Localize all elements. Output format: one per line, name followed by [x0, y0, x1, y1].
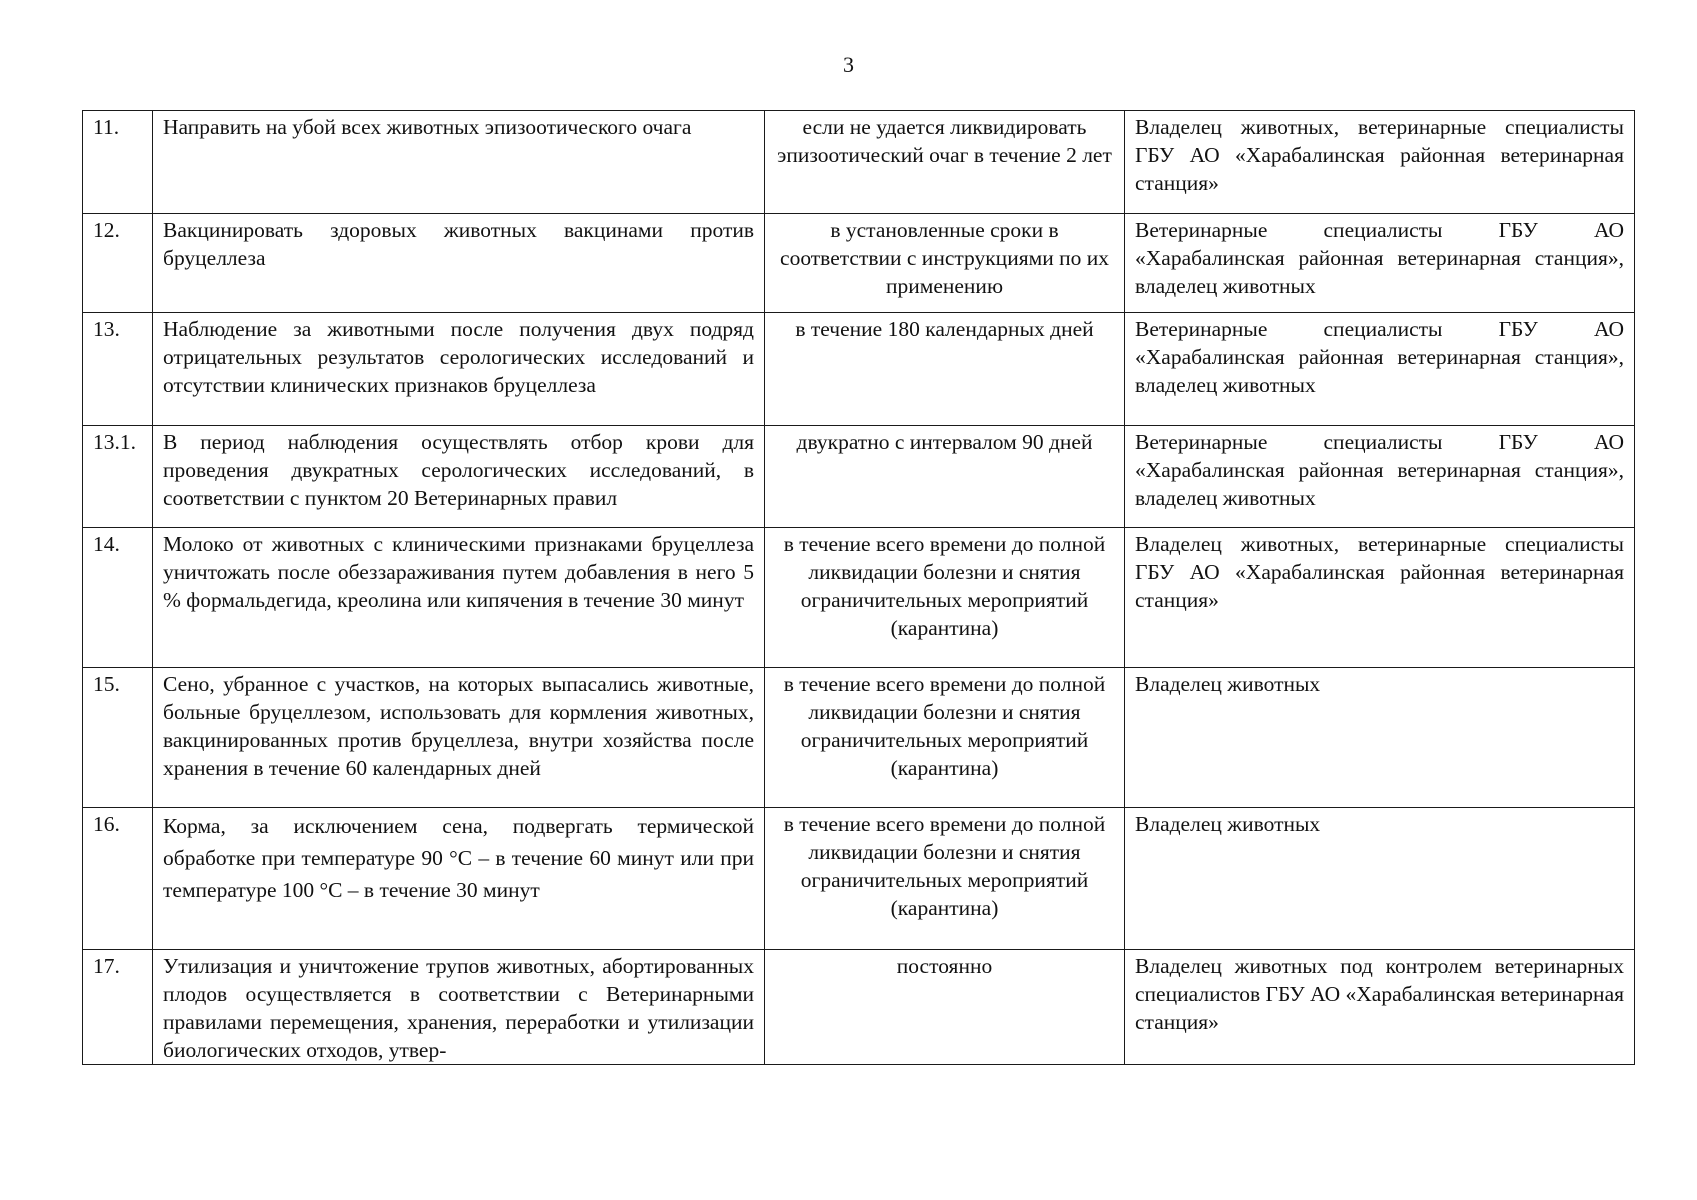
- measure-text: Молоко от животных с клиническими признаками бруцеллеза уничтожать после обеззараживания путем добавления в него 5 % формальдегида, креолина или кипячения в течение 30 минут: [153, 528, 765, 668]
- row-number: 12.: [83, 214, 153, 313]
- measure-text: Утилизация и уничтожение трупов животных, абортированных плодов осуществляется в соответствии с Ветеринарными правилами перемещения, хранения, переработки и утилизации биологических отходов, утвер-: [153, 950, 765, 1065]
- measure-term: если не удается ликвидировать эпизоотический очаг в течение 2 лет: [765, 111, 1125, 214]
- table-row: [83, 313, 1635, 426]
- measure-text: Направить на убой всех животных эпизоотического очага: [153, 111, 765, 214]
- table-row: [83, 950, 1635, 1065]
- measure-text: В период наблюдения осуществлять отбор крови для проведения двукратных серологических исследований, в соответствии с пунктом 20 Ветеринарных правил: [153, 426, 765, 528]
- row-number: 14.: [83, 528, 153, 668]
- row-number: 16.: [83, 808, 153, 950]
- measure-responsible: Владелец животных под контролем ветеринарных специалистов ГБУ АО «Харабалинская ветеринарная станция»: [1125, 950, 1635, 1065]
- measure-responsible: Ветеринарные специалисты ГБУ АО «Харабалинская районная ветеринарная станция», владелец животных: [1125, 313, 1635, 426]
- row-number: 13.1.: [83, 426, 153, 528]
- measure-responsible: Владелец животных: [1125, 808, 1635, 950]
- table-row: [83, 668, 1635, 808]
- measure-text: Сено, убранное с участков, на которых выпасались животные, больные бруцеллезом, использовать для кормления животных, вакцинированных против бруцеллеза, внутри хозяйства после хранения в течение 60 календарных дней: [153, 668, 765, 808]
- measure-text: Вакцинировать здоровых животных вакцинами против бруцеллеза: [153, 214, 765, 313]
- measure-term: в течение всего времени до полной ликвидации болезни и снятия ограничительных мероприятий (карантина): [765, 668, 1125, 808]
- table-row: [83, 528, 1635, 668]
- measures-table: [82, 110, 1635, 1065]
- row-number: 11.: [83, 111, 153, 214]
- row-number: 15.: [83, 668, 153, 808]
- measure-term: в установленные сроки в соответствии с инструкциями по их применению: [765, 214, 1125, 313]
- row-number: 13.: [83, 313, 153, 426]
- measure-responsible: Владелец животных: [1125, 668, 1635, 808]
- measure-text: Корма, за исключением сена, подвергать термической обработке при температуре 90 °С – в течение 60 минут или при температуре 100 °С – в течение 30 минут: [153, 808, 765, 950]
- measure-responsible: Ветеринарные специалисты ГБУ АО «Харабалинская районная ветеринарная станция», владелец животных: [1125, 426, 1635, 528]
- page-number: 3: [843, 52, 854, 77]
- row-number: 17.: [83, 950, 153, 1065]
- measure-responsible: Владелец животных, ветеринарные специалисты ГБУ АО «Харабалинская районная ветеринарная станция»: [1125, 111, 1635, 214]
- measure-term: двукратно с интервалом 90 дней: [765, 426, 1125, 528]
- measure-term: в течение всего времени до полной ликвидации болезни и снятия ограничительных мероприятий (карантина): [765, 808, 1125, 950]
- table-row: [83, 808, 1635, 950]
- measure-term: в течение 180 календарных дней: [765, 313, 1125, 426]
- table-row: [83, 426, 1635, 528]
- measure-responsible: Ветеринарные специалисты ГБУ АО «Харабалинская районная ветеринарная станция», владелец животных: [1125, 214, 1635, 313]
- measure-responsible: Владелец животных, ветеринарные специалисты ГБУ АО «Харабалинская районная ветеринарная станция»: [1125, 528, 1635, 668]
- measure-term: постоянно: [765, 950, 1125, 1065]
- table-row: [83, 111, 1635, 214]
- measure-term: в течение всего времени до полной ликвидации болезни и снятия ограничительных мероприятий (карантина): [765, 528, 1125, 668]
- measure-text: Наблюдение за животными после получения двух подряд отрицательных результатов серологических исследований и отсутствии клинических признаков бруцеллеза: [153, 313, 765, 426]
- table-row: [83, 214, 1635, 313]
